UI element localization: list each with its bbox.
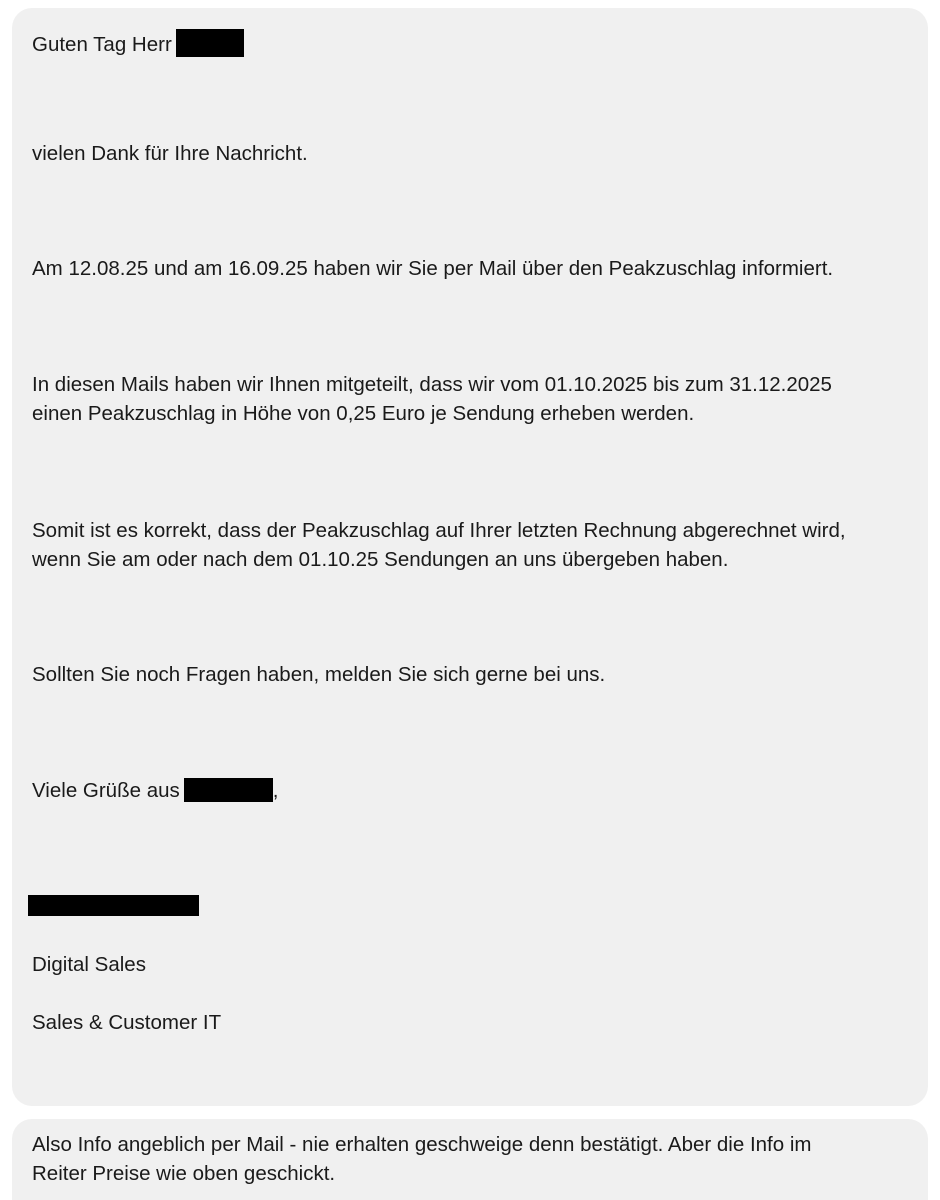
redacted-place — [184, 778, 273, 802]
details-text-line-1: In diesen Mails haben wir Ihnen mitgeteilt, dass wir vom 01.10.2025 bis zum 31.12.2025 — [32, 373, 832, 396]
redacted-signature — [28, 895, 199, 916]
reply-text-line-1: Also Info angeblich per Mail - nie erhalten geschweige denn bestätigt. Aber die Info im — [32, 1133, 812, 1156]
regards-line — [32, 776, 278, 805]
team-text: Sales & Customer IT — [32, 1011, 222, 1034]
details-text-line-2: einen Peakzuschlag in Höhe von 0,25 Euro je Sendung erheben werden. — [32, 402, 695, 425]
reply-text-line-2: Reiter Preise wie oben geschickt. — [32, 1162, 336, 1185]
closing-text: Sollten Sie noch Fragen haben, melden Sie sich gerne bei uns. — [32, 663, 606, 686]
message-bubble[interactable] — [12, 8, 928, 1106]
thanks-text: vielen Dank für Ihre Nachricht. — [32, 142, 308, 165]
conclusion-text-line-2: wenn Sie am oder nach dem 01.10.25 Sendungen an uns übergeben haben. — [32, 548, 729, 571]
reply-bubble[interactable] — [12, 1119, 928, 1200]
greeting-line — [32, 29, 244, 59]
redacted-name — [176, 29, 244, 57]
regards-suffix: , — [272, 779, 279, 802]
regards-text: Viele Grüße aus — [32, 779, 180, 802]
department-text: Digital Sales — [32, 953, 146, 976]
greeting-text: Guten Tag Herr — [32, 33, 172, 56]
info-text: Am 12.08.25 und am 16.09.25 haben wir Sie per Mail über den Peakzuschlag informiert. — [32, 257, 834, 280]
conclusion-text-line-1: Somit ist es korrekt, dass der Peakzuschlag auf Ihrer letzten Rechnung abgerechnet wird, — [32, 519, 846, 542]
